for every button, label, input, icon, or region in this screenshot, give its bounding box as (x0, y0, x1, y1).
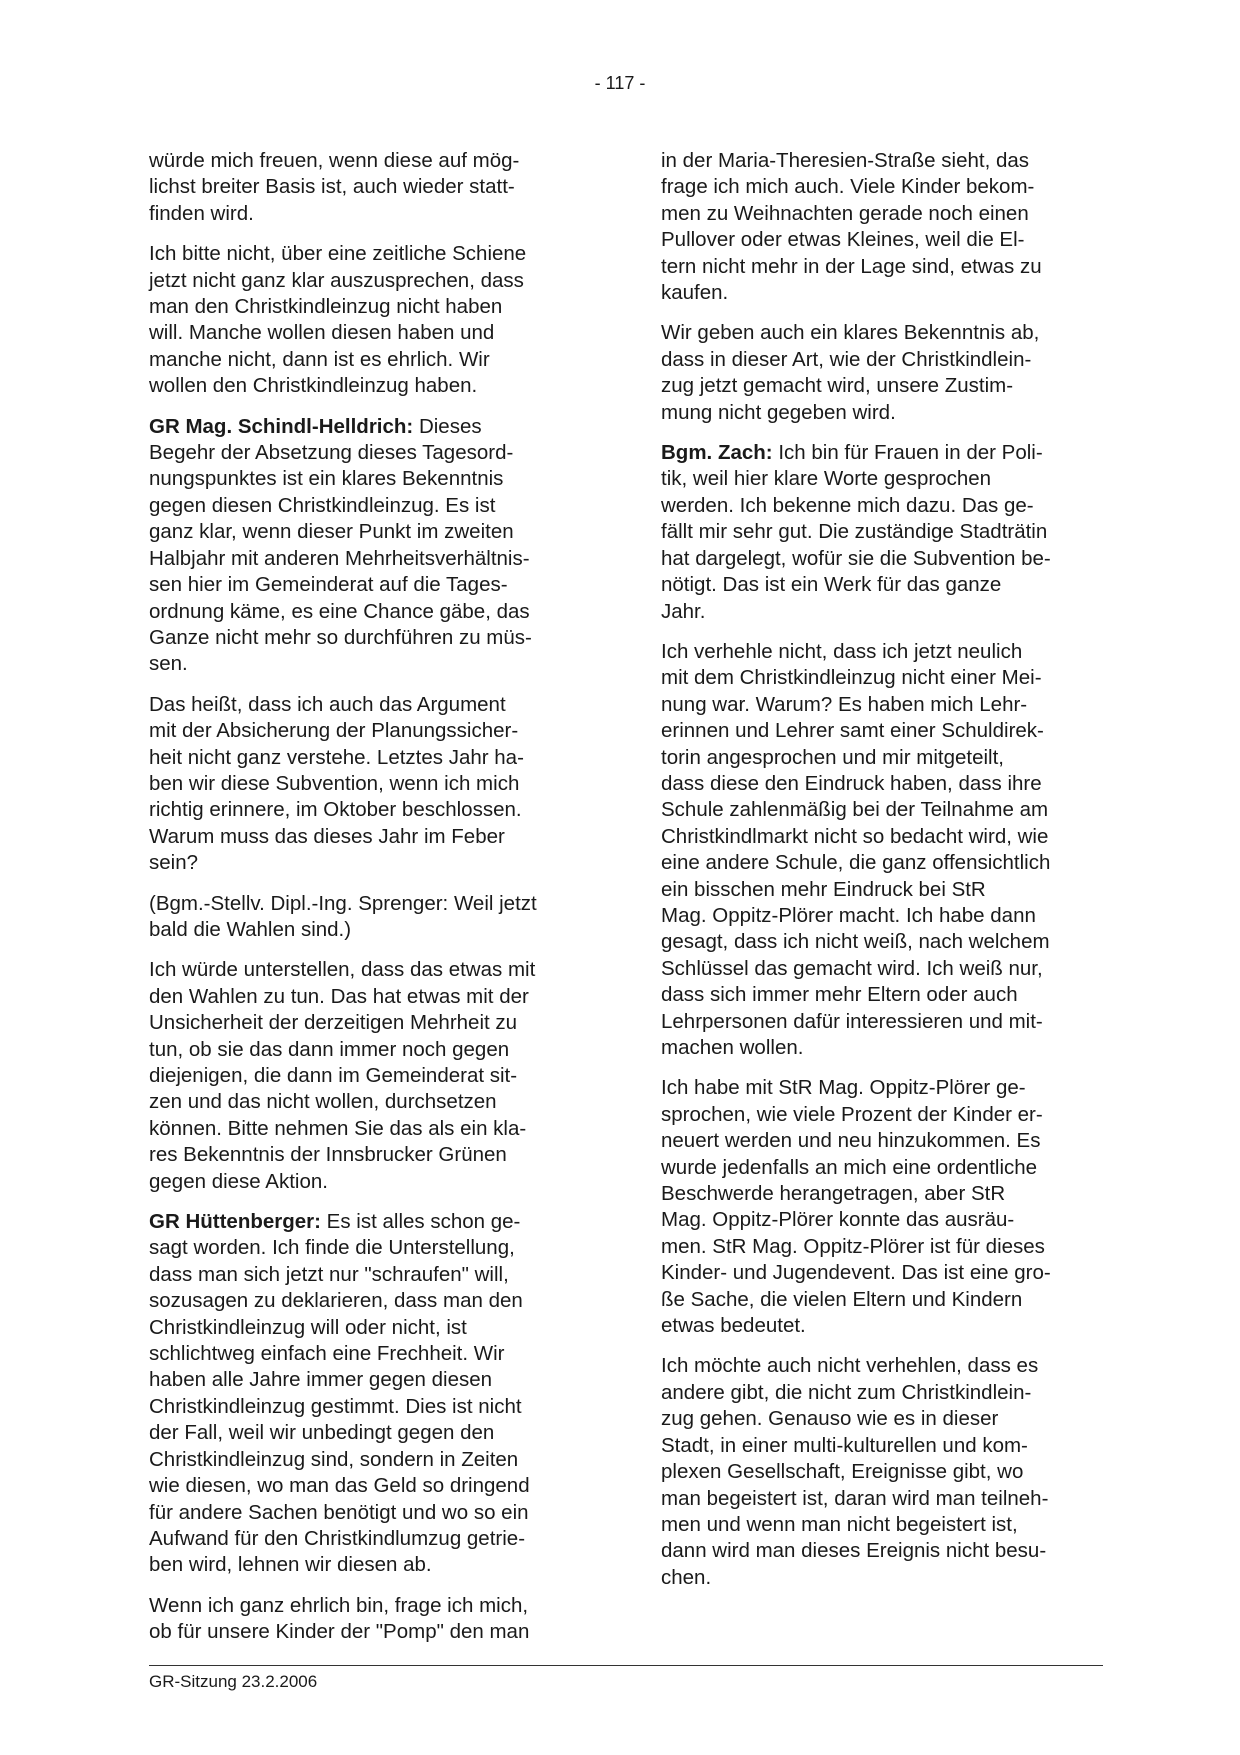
line-text: chen. (661, 1565, 712, 1589)
line-text: Christkindleinzug gestimmt. Dies ist nicht (149, 1394, 522, 1418)
text-line (661, 1260, 1105, 1286)
line-text: sen hier im Gemeinderat auf die Tages- (149, 573, 508, 597)
text-line (661, 877, 1105, 903)
line-text: fällt mir sehr gut. Die zuständige Stadträtin (661, 520, 1048, 544)
line-text: Ich verhehle nicht, dass ich jetzt neulich (661, 639, 1023, 663)
text-line (661, 692, 1105, 718)
text-line (149, 1341, 593, 1367)
paragraph (149, 1593, 593, 1646)
text-line (149, 984, 593, 1010)
text-line (149, 241, 593, 267)
line-text: schlichtweg einfach eine Frechheit. Wir (149, 1342, 505, 1366)
text-line (149, 1394, 593, 1420)
text-line (149, 957, 593, 983)
line-text: richtig erinnere, im Oktober beschlossen. (149, 798, 522, 822)
paragraph (149, 414, 593, 678)
text-line (149, 1552, 593, 1578)
text-line (661, 493, 1105, 519)
text-line (661, 1128, 1105, 1154)
line-text: jetzt nicht ganz klar auszusprechen, dass (149, 268, 524, 292)
line-text: Ich bitte nicht, über eine zeitliche Schiene (149, 242, 527, 266)
line-text: zen und das nicht wollen, durchsetzen (149, 1090, 497, 1114)
text-line (661, 373, 1105, 399)
text-line (149, 797, 593, 823)
text-line (661, 903, 1105, 929)
text-line (149, 1315, 593, 1341)
text-line (149, 1169, 593, 1195)
paragraph (149, 692, 593, 877)
line-text: ganz klar, wenn dieser Punkt im zweiten (149, 520, 514, 544)
text-line (661, 1181, 1105, 1207)
line-text: Ich bin für Frauen in der Poli- (772, 441, 1043, 465)
line-text: sozusagen zu deklarieren, dass man den (149, 1289, 523, 1313)
text-line (149, 1500, 593, 1526)
speaker-name: GR Hüttenberger: (149, 1210, 321, 1234)
line-text: gegen diese Aktion. (149, 1169, 328, 1193)
line-text: Ich würde unterstellen, dass das etwas mit (149, 958, 536, 982)
text-line (149, 1142, 593, 1168)
line-text: dass sich immer mehr Eltern oder auch (661, 983, 1018, 1007)
paragraph (149, 241, 593, 399)
line-text: mit dem Christkindleinzug nicht einer Mei- (661, 666, 1042, 690)
text-line (661, 1486, 1105, 1512)
text-line (149, 1037, 593, 1063)
line-text: ob für unsere Kinder der "Pomp" den man (149, 1620, 530, 1644)
line-text: men und wenn man nicht begeistert ist, (661, 1512, 1018, 1536)
line-text: Begehr der Absetzung dieses Tagesord- (149, 441, 514, 465)
line-text: machen wollen. (661, 1036, 804, 1059)
text-line (661, 797, 1105, 823)
line-text: man begeistert ist, daran wird man teilneh- (661, 1486, 1049, 1510)
line-text: andere gibt, die nicht zum Christkindlein- (661, 1380, 1032, 1404)
line-text: der Fall, weil wir unbedingt gegen den (149, 1421, 495, 1445)
line-text: Kinder- und Jugendevent. Das ist eine gro- (661, 1261, 1051, 1285)
line-text: in der Maria-Theresien-Straße sieht, das (661, 149, 1030, 172)
line-text: Schule zahlenmäßig bei der Teilnahme am (661, 798, 1049, 822)
text-line (661, 148, 1105, 174)
line-text: ordnung käme, es eine Chance gäbe, das (149, 599, 530, 623)
line-text: finden wird. (149, 201, 254, 225)
text-line (661, 982, 1105, 1008)
line-text: Wenn ich ganz ehrlich bin, frage ich mich, (149, 1593, 529, 1617)
text-line (661, 1433, 1105, 1459)
line-text: Mag. Oppitz-Plörer konnte das ausräu- (661, 1208, 1015, 1232)
text-line (149, 320, 593, 346)
paragraph (149, 148, 593, 227)
text-line (149, 493, 593, 519)
line-text: ein bisschen mehr Eindruck bei StR (661, 877, 986, 901)
text-line (661, 929, 1105, 955)
line-text: dass in dieser Art, wie der Christkindlein- (661, 347, 1032, 371)
text-line (661, 466, 1105, 492)
text-line (661, 1287, 1105, 1313)
text-line (149, 1593, 593, 1619)
text-line (149, 1288, 593, 1314)
text-line (661, 1353, 1105, 1379)
text-line (149, 572, 593, 598)
footer-text: GR-Sitzung 23.2.2006 (149, 1672, 318, 1691)
text-line (661, 1565, 1105, 1591)
text-line (149, 294, 593, 320)
text-line (149, 718, 593, 744)
line-text: nötigt. Das ist ein Werk für das ganze (661, 573, 1002, 597)
text-line (149, 1619, 593, 1645)
paragraph (661, 1075, 1105, 1339)
line-text: wurde jedenfalls an mich eine ordentliche (661, 1155, 1038, 1179)
text-line (661, 227, 1105, 253)
line-text: lichst breiter Basis ist, auch wieder statt- (149, 175, 515, 199)
line-text: wie diesen, wo man das Geld so dringend (149, 1474, 530, 1498)
line-text: Aufwand für den Christkindlumzug getrie- (149, 1526, 526, 1550)
line-text: Schlüssel das gemacht wird. Ich weiß nur, (661, 956, 1043, 980)
line-text: Ganze nicht mehr so durchführen zu müs- (149, 625, 532, 649)
line-text: Christkindleinzug will oder nicht, ist (149, 1315, 467, 1339)
line-text: wollen den Christkindleinzug haben. (149, 374, 478, 398)
text-line (661, 1459, 1105, 1485)
line-text: ben wir diese Subvention, wenn ich mich (149, 771, 520, 795)
line-text: frage ich mich auch. Viele Kinder bekom- (661, 175, 1035, 199)
text-line (149, 1367, 593, 1393)
line-text: mung nicht gegeben wird. (661, 400, 896, 424)
line-text: etwas bedeutet. (661, 1314, 806, 1338)
text-line (661, 1155, 1105, 1181)
line-text: haben alle Jahre immer gegen diesen (149, 1368, 493, 1392)
paragraph (149, 1209, 593, 1579)
text-line (661, 718, 1105, 744)
line-text: torin angesprochen und mir mitgeteilt, (661, 745, 1004, 769)
text-line (661, 440, 1105, 466)
text-line (661, 1313, 1105, 1339)
text-line (149, 268, 593, 294)
text-line (149, 651, 593, 677)
line-text: Halbjahr mit anderen Mehrheitsverhältnis- (149, 546, 530, 570)
text-line (149, 1420, 593, 1446)
line-text: würde mich freuen, wenn diese auf mög- (149, 149, 520, 172)
right-column (661, 148, 1105, 1605)
line-text: manche nicht, dann ist es ehrlich. Wir (149, 347, 490, 371)
text-line (149, 1235, 593, 1261)
line-text: zug gehen. Genauso wie es in dieser (661, 1407, 999, 1431)
line-text: neuert werden und neu hinzukommen. Es (661, 1129, 1041, 1153)
line-text: den Wahlen zu tun. Das hat etwas mit der (149, 984, 529, 1008)
text-line (149, 546, 593, 572)
text-line (149, 519, 593, 545)
text-line (149, 347, 593, 373)
text-line (149, 1010, 593, 1036)
text-line (661, 850, 1105, 876)
paragraph (149, 957, 593, 1195)
line-text: Warum muss das dieses Jahr im Feber (149, 824, 505, 848)
line-text: ße Sache, die vielen Eltern und Kindern (661, 1287, 1023, 1311)
text-line (661, 1102, 1105, 1128)
text-line (661, 1512, 1105, 1538)
text-line (661, 745, 1105, 771)
line-text: hat dargelegt, wofür sie die Subvention be- (661, 546, 1051, 570)
text-line (661, 1207, 1105, 1233)
text-line (149, 1089, 593, 1115)
line-text: heit nicht ganz verstehe. Letztes Jahr ha- (149, 745, 524, 769)
line-text: Es ist alles schon ge- (320, 1210, 521, 1234)
text-line (661, 1075, 1105, 1101)
text-line (661, 519, 1105, 545)
text-line (149, 625, 593, 651)
line-text: plexen Gesellschaft, Ereignisse gibt, wo (661, 1460, 1024, 1484)
line-text: diejenigen, die dann im Gemeinderat sit- (149, 1064, 518, 1087)
paragraph (661, 639, 1105, 1062)
text-line (661, 1009, 1105, 1035)
line-text: Dieses (413, 414, 482, 438)
line-text: res Bekenntnis der Innsbrucker Grünen (149, 1143, 507, 1167)
line-text: Mag. Oppitz-Plörer macht. Ich habe dann (661, 903, 1036, 927)
text-line (661, 639, 1105, 665)
line-text: Wir geben auch ein klares Bekenntnis ab, (661, 321, 1040, 345)
text-line (149, 850, 593, 876)
text-line (149, 466, 593, 492)
text-line (149, 1209, 593, 1235)
text-line (661, 347, 1105, 373)
line-text: sen. (149, 652, 188, 676)
text-line (149, 148, 593, 174)
paragraph (661, 148, 1105, 306)
text-line (661, 771, 1105, 797)
line-text: tik, weil hier klare Worte gesprochen (661, 467, 992, 491)
line-text: gegen diesen Christkindleinzug. Es ist (149, 493, 496, 517)
line-text: (Bgm.-Stellv. Dipl.-Ing. Sprenger: Weil jetzt (149, 891, 537, 915)
text-line (149, 745, 593, 771)
text-line (149, 1447, 593, 1473)
line-text: Ich möchte auch nicht verhehlen, dass es (661, 1354, 1039, 1378)
text-line (149, 1063, 593, 1089)
line-text: erinnen und Lehrer samt einer Schuldirek- (661, 719, 1044, 743)
text-line (661, 572, 1105, 598)
text-line (149, 1116, 593, 1142)
paragraph (661, 320, 1105, 426)
line-text: tun, ob sie das dann immer noch gegen (149, 1037, 510, 1061)
line-text: Lehrpersonen dafür interessieren und mit- (661, 1009, 1043, 1033)
text-line (661, 599, 1105, 625)
text-line (661, 280, 1105, 306)
line-text: nung war. Warum? Es haben mich Lehr- (661, 692, 1028, 716)
text-line (661, 320, 1105, 346)
line-text: nungspunktes ist ein klares Bekenntnis (149, 467, 504, 491)
line-text: für andere Sachen benötigt und wo so ein (149, 1500, 529, 1524)
line-text: zug jetzt gemacht wird, unsere Zustim- (661, 374, 1014, 398)
text-line (661, 546, 1105, 572)
line-text: sagt worden. Ich finde die Unterstellung, (149, 1236, 515, 1260)
line-text: gesagt, dass ich nicht weiß, nach welchem (661, 930, 1050, 954)
text-line (149, 1262, 593, 1288)
text-line (661, 174, 1105, 200)
line-text: men zu Weihnachten gerade noch einen (661, 201, 1029, 225)
text-line (149, 917, 593, 943)
text-line (149, 1473, 593, 1499)
line-text: Jahr. (661, 599, 706, 623)
line-text: sprochen, wie viele Prozent der Kinder er- (661, 1102, 1043, 1126)
line-text: mit der Absicherung der Planungssicher- (149, 719, 519, 743)
text-line (661, 201, 1105, 227)
line-text: tern nicht mehr in der Lage sind, etwas zu (661, 254, 1042, 278)
text-line (661, 400, 1105, 426)
text-line (661, 254, 1105, 280)
text-line (661, 1035, 1105, 1061)
text-line (661, 1538, 1105, 1564)
line-text: ben wird, lehnen wir diesen ab. (149, 1553, 432, 1577)
text-line (661, 956, 1105, 982)
text-line (149, 824, 593, 850)
line-text: will. Manche wollen diesen haben und (149, 321, 495, 345)
line-text: dass diese den Eindruck haben, dass ihre (661, 771, 1042, 795)
line-text: können. Bitte nehmen Sie das als ein kla- (149, 1116, 527, 1140)
line-text: sein? (149, 851, 199, 875)
paragraph (149, 891, 593, 944)
text-line (661, 1380, 1105, 1406)
footer-divider (149, 1665, 1103, 1666)
text-line (149, 414, 593, 440)
line-text: werden. Ich bekenne mich dazu. Das ge- (661, 493, 1034, 517)
line-text: bald die Wahlen sind.) (149, 917, 352, 941)
line-text: Pullover oder etwas Kleines, weil die El- (661, 228, 1025, 252)
line-text: Ich habe mit StR Mag. Oppitz-Plörer ge- (661, 1076, 1026, 1100)
paragraph (661, 1353, 1105, 1591)
text-line (149, 174, 593, 200)
text-line (149, 599, 593, 625)
line-text: dann wird man dieses Ereignis nicht besu- (661, 1539, 1047, 1563)
text-line (149, 373, 593, 399)
text-line (661, 665, 1105, 691)
line-text: eine andere Schule, die ganz offensichtlich (661, 851, 1051, 875)
text-line (149, 440, 593, 466)
line-text: Beschwerde herangetragen, aber StR (661, 1182, 1006, 1206)
line-text: Christkindlmarkt nicht so bedacht wird, wie (661, 824, 1049, 848)
line-text: men. StR Mag. Oppitz-Plörer ist für dieses (661, 1234, 1045, 1258)
line-text: Unsicherheit der derzeitigen Mehrheit zu (149, 1011, 518, 1035)
text-line (149, 692, 593, 718)
speaker-name: GR Mag. Schindl-Helldrich: (149, 414, 414, 438)
line-text: Christkindleinzug sind, sondern in Zeiten (149, 1447, 519, 1471)
line-text: dass man sich jetzt nur "schraufen" will, (149, 1262, 509, 1286)
line-text: Das heißt, dass ich auch das Argument (149, 692, 506, 716)
text-line (661, 1406, 1105, 1432)
text-line (149, 201, 593, 227)
line-text: kaufen. (661, 281, 729, 305)
paragraph (661, 440, 1105, 625)
speaker-name: Bgm. Zach: (661, 441, 773, 465)
line-text: Stadt, in einer multi-kulturellen und kom- (661, 1433, 1028, 1457)
text-line (661, 1234, 1105, 1260)
text-line (661, 824, 1105, 850)
page-number: - 117 - (594, 73, 646, 93)
text-line (149, 891, 593, 917)
left-column (149, 148, 593, 1660)
line-text: man den Christkindleinzug nicht haben (149, 295, 503, 319)
text-line (149, 1526, 593, 1552)
text-line (149, 771, 593, 797)
